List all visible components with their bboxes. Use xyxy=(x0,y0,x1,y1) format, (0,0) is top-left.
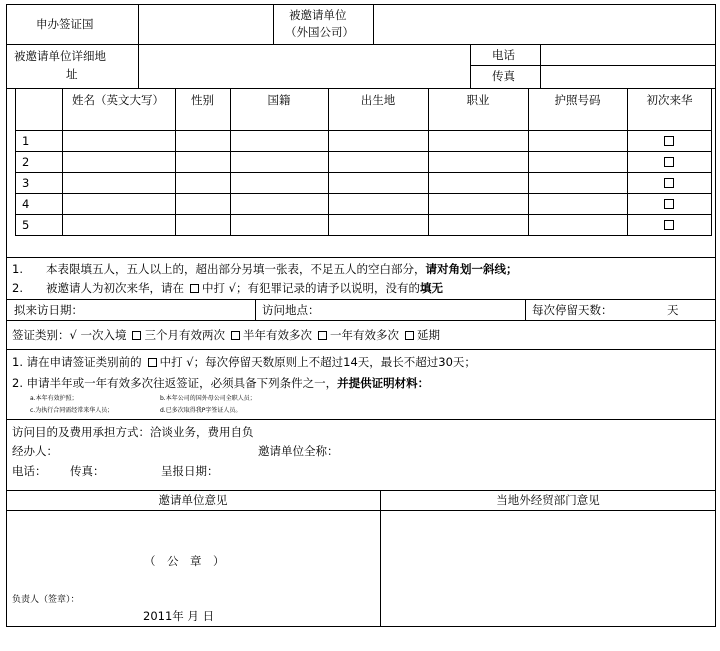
col-header-nationality: 国籍 xyxy=(267,93,291,107)
divider xyxy=(273,4,274,44)
purpose-fax-label: 传真： xyxy=(70,464,105,478)
checkbox-icon xyxy=(132,331,141,340)
divider xyxy=(6,257,716,258)
first-visit-checkbox[interactable] xyxy=(664,136,674,146)
divider xyxy=(6,490,716,491)
inviting-unit-input[interactable] xyxy=(378,14,712,32)
applicant-country-label: 申办签证国 xyxy=(36,17,94,31)
divider xyxy=(15,214,712,215)
divider xyxy=(6,299,716,300)
col-header-passport: 护照号码 xyxy=(554,93,601,107)
row-number: 2 xyxy=(22,155,30,169)
checkbox-icon xyxy=(190,284,199,293)
row-number: 1 xyxy=(22,134,30,148)
first-visit-checkbox[interactable] xyxy=(664,199,674,209)
divider xyxy=(540,44,541,88)
divider xyxy=(6,320,716,321)
condition-a: a.本年有效护照； xyxy=(30,395,78,402)
divider xyxy=(15,151,712,152)
visit-date-label: 拟来访日期： xyxy=(14,303,83,317)
signature-date: 2011年 月 日 xyxy=(143,609,215,623)
condition-d: d.已多次取得我P字签证人员。 xyxy=(160,407,242,414)
visit-place-label: 访问地点： xyxy=(262,303,320,317)
condition-c: c.为执行合同需经常来华人员； xyxy=(30,407,114,414)
checkbox-icon xyxy=(318,331,327,340)
visa-category: 签证类别：√ 一次入境 三个月有效两次 半年有效多次 一年有效多次 延期 xyxy=(12,328,440,342)
inviting-unit-label: 被邀请单位 xyxy=(289,8,347,22)
divider xyxy=(6,44,716,45)
first-visit-checkbox[interactable] xyxy=(664,157,674,167)
instruction-2: 2. 申请半年或一年有效多次往返签证，必须具备下列条件之一，并提供证明材料： xyxy=(12,376,430,390)
instruction-1: 1. 请在申请签证类别前的 中打 √；每次停留天数原则上不超过14天，最长不超过30天； xyxy=(12,355,476,369)
divider xyxy=(15,130,712,131)
divider xyxy=(138,4,139,44)
responsible-signature-label: 负责人（签章）： xyxy=(12,595,80,605)
divider xyxy=(373,4,374,44)
inviting-unit-sublabel: （外国公司） xyxy=(285,25,354,39)
report-date-label: 呈报日期： xyxy=(161,464,219,478)
phone-input[interactable] xyxy=(545,47,713,63)
row-number: 4 xyxy=(22,197,30,211)
address-label: 被邀请单位详细地 xyxy=(14,49,106,63)
checkbox-icon xyxy=(148,358,157,367)
divider xyxy=(470,44,471,88)
address-input[interactable] xyxy=(143,58,465,76)
row-number: 5 xyxy=(22,218,30,232)
fax-label: 传真 xyxy=(492,69,515,83)
purpose-phone-label: 电话： xyxy=(12,464,47,478)
handler-label: 经办人： xyxy=(12,444,58,458)
phone-label: 电话 xyxy=(492,48,515,62)
address-label-cont: 址 xyxy=(66,67,78,81)
divider xyxy=(6,419,716,420)
note-1: 1. 本表限填五人，五人以上的，超出部分另填一张表，不足五人的空白部分，请对角划一斜线； xyxy=(12,262,518,276)
condition-b: b.本年公司的国外母公司全职人员； xyxy=(160,395,256,402)
visit-place-input[interactable] xyxy=(328,302,520,318)
divider xyxy=(15,172,712,173)
col-header-sex: 性别 xyxy=(191,93,214,107)
visit-date-input[interactable] xyxy=(92,302,252,318)
col-header-occupation: 职业 xyxy=(466,93,490,107)
divider xyxy=(6,510,716,511)
col-header-name: 姓名（英文大写） xyxy=(72,93,164,107)
fax-input[interactable] xyxy=(545,68,713,84)
stay-days-unit: 天 xyxy=(667,303,679,317)
divider xyxy=(255,299,256,320)
divider xyxy=(525,299,526,320)
local-dept-opinion-title: 当地外经贸部门意见 xyxy=(496,493,600,507)
inviting-unit-opinion-title: 邀请单位意见 xyxy=(158,493,228,507)
divider xyxy=(15,193,712,194)
checkbox-icon xyxy=(405,331,414,340)
checkbox-icon xyxy=(231,331,240,340)
applicant-country-input[interactable] xyxy=(142,14,270,32)
divider xyxy=(470,65,716,66)
official-seal: （ 公 章 ） xyxy=(144,554,225,568)
unit-name-label: 邀请单位全称： xyxy=(258,444,339,458)
stay-days-label: 每次停留天数： xyxy=(532,303,613,317)
col-header-first-visit: 初次来华 xyxy=(646,93,693,107)
note-2: 2. 被邀请人为初次来华，请在 中打 √；有犯罪记录的请予以说明，没有的填无 xyxy=(12,281,443,295)
first-visit-checkbox[interactable] xyxy=(664,220,674,230)
first-visit-checkbox[interactable] xyxy=(664,178,674,188)
divider xyxy=(138,44,139,88)
row-number: 3 xyxy=(22,176,30,190)
divider xyxy=(6,349,716,350)
purpose-line: 访问目的及费用承担方式：洽谈业务，费用自负 xyxy=(12,425,254,439)
col-header-birthplace: 出生地 xyxy=(360,93,396,107)
